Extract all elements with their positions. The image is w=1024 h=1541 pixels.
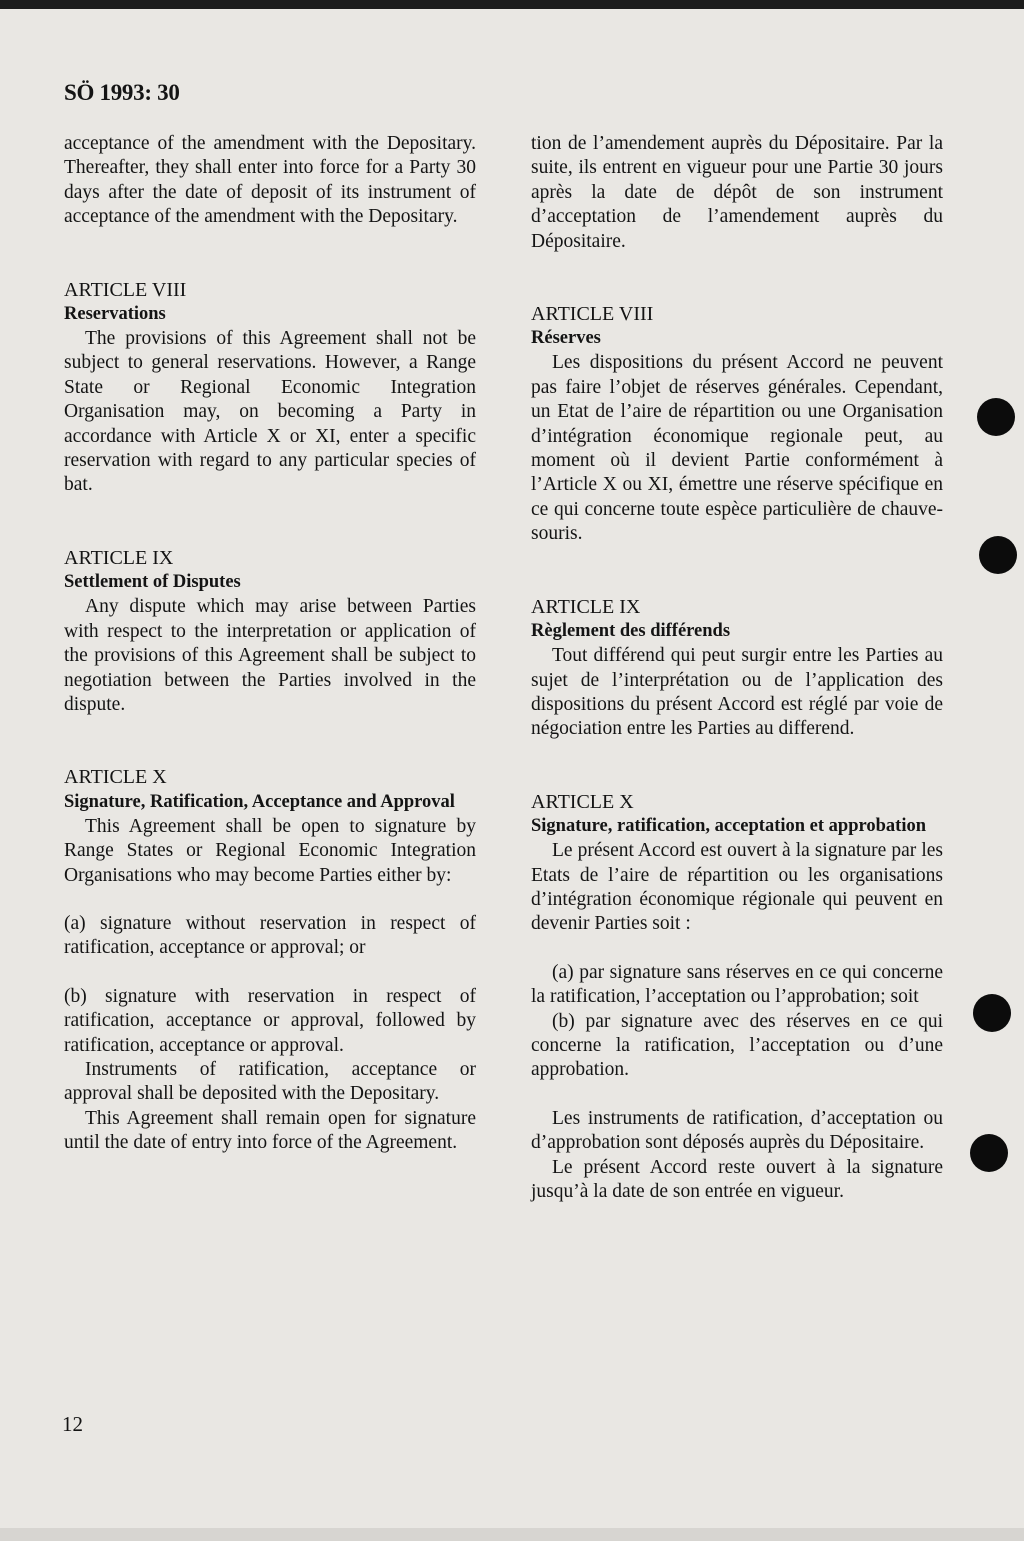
punch-hole-4 (970, 1134, 1008, 1172)
en-art8-title: Reservations (64, 304, 166, 325)
page-number: 12 (62, 1412, 83, 1436)
fr-art10-open-until: Le présent Accord reste ouvert à la signature jusqu’à la date de son entrée en vigueur. (531, 1156, 943, 1202)
english-column (64, 132, 476, 1156)
en-art10-heading: ARTICLE X (64, 766, 167, 789)
fr-art8-text: Les dispositions du présent Accord ne peuvent pas faire l’objet de réserves générales. Cependant, un Etat de l’aire de répartition ou une Organisation d’intégration économique regionale peut, au moment où il devient Partie conformément à l’Article X ou XI, émettre une réserve spécifique en ce qui concerne toute espèce particulière de chauve-souris. (531, 352, 943, 545)
fr-art10-instruments: Les instruments de ratification, d’acceptation ou d’approbation sont déposés auprès du Dépositaire. (531, 1107, 943, 1154)
en-art8-text: The provisions of this Agreement shall not be subject to general reservations. However, a Range State or Regional Economic Integration Organisation may, on becoming a Party in accordance with Article X or XI, enter a specific reservation with regard to any particular species of bat. (64, 328, 476, 496)
en-art9-heading: ARTICLE IX (64, 546, 174, 569)
fr-art9-title: Règlement des différends (531, 621, 731, 642)
fr-art8-title: Réserves (531, 328, 601, 349)
scan-bottom-border (0, 1528, 1024, 1541)
french-column (531, 132, 943, 1204)
en-art10-option-b: (b) signature with reservation in respect of ratification, acceptance or approval, followed by ratification, acceptance or approval. (64, 985, 476, 1056)
fr-art10-title: Signature, ratification, acceptation et approbation (531, 816, 926, 837)
fr-art10-text: Le présent Accord est ouvert à la signature par les Etats de l’aire de répartition ou les organisations d’intégration économique régionale qui peuvent en devenir Parties soit : (531, 840, 943, 935)
en-art9-text: Any dispute which may arise between Parties with respect to the interpretation or application of the provisions of this Agreement shall be subject to negotiation between the Parties involved in the dispute. (64, 596, 476, 715)
fr-art10-option-b: (b) par signature avec des réserves en ce qui concerne la ratification, l’acceptation ou d’une approbation. (531, 1010, 943, 1081)
fr-intro: tion de l’amendement auprès du Dépositaire. Par la suite, ils entrent en vigueur pour une Partie 30 jours après la date de dépôt de son instrument d’acceptation de l’amendement auprès du Dépositaire. (531, 133, 943, 252)
en-art9-title: Settlement of Disputes (64, 572, 241, 593)
page-header: SÖ 1993: 30 (64, 80, 180, 105)
en-art10-open-until: This Agreement shall remain open for signature until the date of entry into force of the Agreement. (64, 1107, 476, 1154)
punch-hole-3 (973, 994, 1011, 1032)
en-art8-heading: ARTICLE VIII (64, 278, 187, 301)
punch-hole-1 (977, 398, 1015, 436)
scan-top-border (0, 0, 1024, 9)
punch-hole-2 (979, 536, 1017, 574)
en-art10-title: Signature, Ratification, Acceptance and Approval (64, 791, 455, 812)
fr-art9-heading: ARTICLE IX (531, 595, 641, 618)
en-art10-text: This Agreement shall be open to signature by Range States or Regional Economic Integration Organisations who may become Parties either by: (64, 815, 476, 886)
fr-art8-heading: ARTICLE VIII (531, 303, 654, 326)
fr-art10-heading: ARTICLE X (531, 790, 634, 813)
fr-art10-option-a: (a) par signature sans réserves en ce qui concerne la ratification, l’acceptation ou l’approbation; soit (531, 961, 943, 1008)
en-art10-option-a: (a) signature without reservation in respect of ratification, acceptance or approval; or (64, 912, 476, 959)
fr-art9-text: Tout différend qui peut surgir entre les Parties au sujet de l’interprétation ou de l’application des dispositions du présent Accord est réglé par voie de négociation entre les Parties au differend. (531, 645, 943, 740)
en-art10-instruments: Instruments of ratification, acceptance or approval shall be deposited with the Depositary. (64, 1058, 476, 1105)
en-intro: acceptance of the amendment with the Depositary. Thereafter, they shall enter into force for a Party 30 days after the date of deposit of its instrument of acceptance of the amendment with the Depositary. (64, 133, 476, 228)
